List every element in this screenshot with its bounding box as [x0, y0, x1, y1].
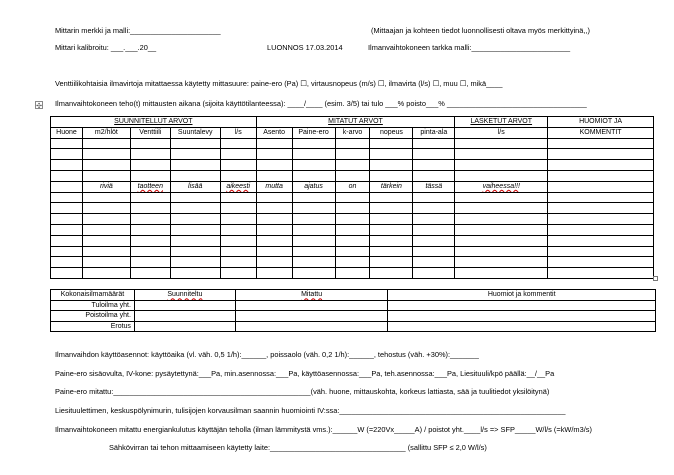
table-row	[51, 235, 654, 246]
unit-power-line[interactable]: Ilmanvaihtokoneen teho(t) mittausten aikana (sijoita käyttötilanteessa): ____/____ (esim. 3/5) tai tulo ___% poisto___% __________________________________	[55, 99, 587, 108]
col-header-velocity: nopeus	[370, 127, 413, 138]
table-row	[51, 170, 654, 181]
col-header-calc-ls: l/s	[455, 127, 548, 138]
replacement-air-line[interactable]: Liesituulettimen, keskuspölynimurin, tulisijojen korvausilman saannin huomiointi IV:ssa:_______________________________________________________	[55, 406, 566, 415]
table-row	[51, 268, 654, 279]
col-header-room: Huone	[51, 127, 83, 138]
note-line: (Mittaajan ja kohteen tiedot luonnollisesti oltava myös merkittyinä,,)	[371, 26, 590, 35]
row-label-supply: Tuloilma yht.	[51, 300, 135, 311]
table-row-note: riviä taotteen lisää aikeesti mutta ajatus on tärkein tässä vaiheessa!!!	[51, 181, 654, 192]
measuring-device-line[interactable]: Sähkövirran tai tehon mittaamiseen käytetty laite:_________________________________ (sallittu SFP ≤ 2,0 W/l/s)	[109, 443, 487, 452]
table-row	[51, 246, 654, 257]
table-row	[51, 321, 656, 332]
table-row	[51, 214, 654, 225]
usage-modes-line[interactable]: Ilmanvaihdon käyttöasennot: käyttöaika (vl. väh. 0,5 1/h):______, poissaolo (väh. 0,2 1/h):______, tehostus (väh. +30%):_______	[55, 350, 479, 359]
calibration-line[interactable]: Mittari kalibroitu: ___.___.20__	[55, 43, 157, 52]
pressure-measured-line[interactable]: Paine-ero mitattu:________________________________________________(väh. huone, mittauskohta, korkeus lattiasta, sää ja tuulitiedot yksilöitynä)	[55, 387, 550, 396]
col-header-planned-ls: l/s	[220, 127, 256, 138]
calculated-values-header: LASKETUT ARVOT	[455, 117, 548, 128]
planned-values-header: SUUNNITELLUT ARVOT	[51, 117, 257, 128]
col-header-setting: Asento	[256, 127, 292, 138]
measurement-quantity-line[interactable]: Venttiilikohtaisia ilmavirtoja mitattaessa käytetty mittasuure: paine-ero (Pa) ☐, virtausnopeus (m/s) ☐, ilmavirta (l/s) ☐, muu ☐, mikä____	[55, 79, 503, 88]
row-label-exhaust: Poistoilma yht.	[51, 311, 135, 322]
unit-model-line[interactable]: Ilmanvaihtokoneen tarkka malli:________________________	[368, 43, 571, 52]
summary-header-comments: Huomiot ja kommentit	[388, 290, 656, 301]
energy-consumption-line[interactable]: Ilmanvaihtokoneen mitattu energiankulutus käyttäjän teholla (ilman lämmitystä vms.):______W (=220Vx_____A) / poistot yht.____l/s => SFP_____W/l/s (=kW/m3/s)	[55, 425, 592, 434]
table-move-icon[interactable]: ✣	[36, 102, 42, 110]
draft-label: LUONNOS 17.03.2014	[267, 43, 343, 52]
measured-values-header: MITATUT ARVOT	[256, 117, 455, 128]
col-header-valve: Venttiili	[130, 127, 170, 138]
col-header-k-value: k-arvo	[335, 127, 370, 138]
summary-header-measured: Mitattu	[235, 290, 388, 301]
pressure-difference-line[interactable]: Paine-ero sisäovulta, IV-kone: pysäytettynä:___Pa, min.asennossa:___Pa, käyttöasennossa:___Pa, teh.asennossa:___Pa, Liesituuli/kpö päällä:__/__Pa	[55, 369, 555, 378]
table-row	[51, 257, 654, 268]
table-row	[51, 160, 654, 171]
table-row	[51, 149, 654, 160]
col-header-surface: pinta-ala	[413, 127, 455, 138]
summary-header-planned: Suunniteltu	[134, 290, 235, 301]
col-header-deflector: Suuntalevy	[170, 127, 220, 138]
row-label-difference: Erotus	[51, 321, 135, 332]
table-resize-handle[interactable]	[653, 276, 658, 281]
col-header-area: m2/hlöt	[82, 127, 130, 138]
col-header-comments: KOMMENTIT	[548, 127, 654, 138]
comments-header-top: HUOMIOT JA	[548, 117, 654, 128]
measurement-table	[50, 116, 654, 279]
table-row	[51, 300, 656, 311]
table-row	[51, 192, 654, 203]
col-header-pressure: Paine-ero	[292, 127, 335, 138]
table-row	[51, 138, 654, 149]
summary-table	[50, 289, 656, 332]
table-row	[51, 224, 654, 235]
table-row	[51, 203, 654, 214]
meter-brand-line[interactable]: Mittarin merkki ja malli:______________________	[55, 26, 221, 35]
summary-header-totals: Kokonaisilmamäärät	[51, 290, 135, 301]
table-row	[51, 311, 656, 322]
